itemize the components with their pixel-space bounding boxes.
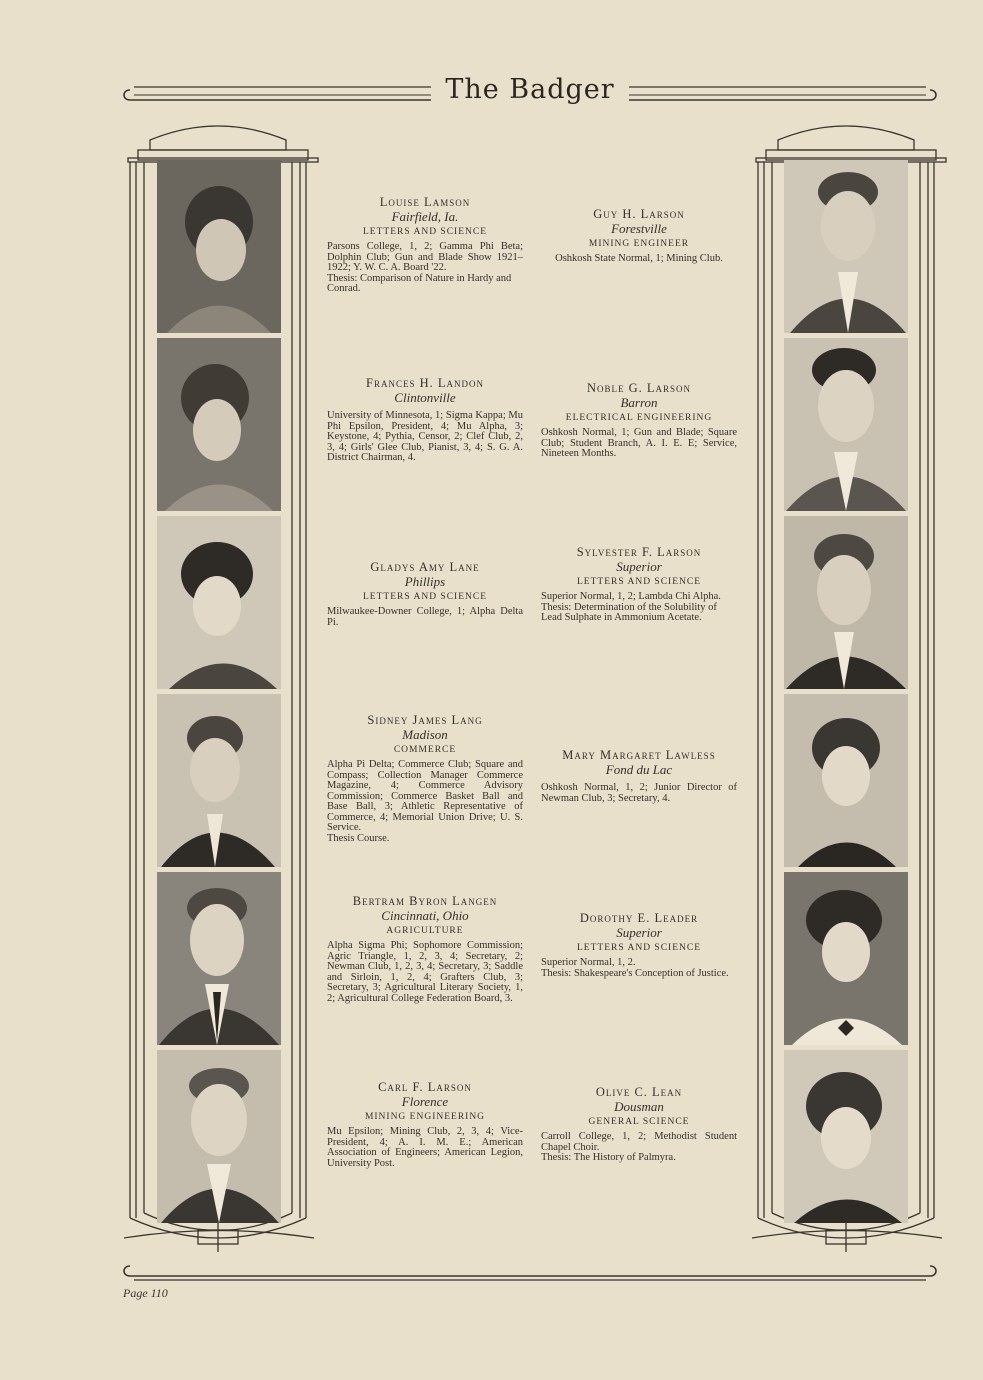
- portrait-photo: [157, 338, 281, 511]
- student-activities: Alpha Sigma Phi; Sophomore Commission; Agric Triangle, 1, 2, 3, 4; Secretary, 2; Newman Club, 1, 2, 3, 4; Secretary, 3; Saddle and Sirloin, 1, 2, 4; Grafters Club, 3; Secretary, 3; Agricultural Literary Society, 1, 2; Agricultural College Federation Board, 3.: [327, 940, 523, 1004]
- student-hometown: Madison: [402, 727, 448, 742]
- student-entry: [541, 207, 737, 265]
- student-hometown: Florence: [401, 1094, 449, 1109]
- student-school: LETTERS AND SCIENCE: [362, 227, 488, 237]
- portrait-photo: [784, 516, 908, 689]
- student-entry: [327, 894, 523, 1004]
- student-thesis: Thesis: Determination of the Solubility of Lead Sulphate in Ammonium Acetate.: [541, 601, 717, 623]
- student-thesis: Thesis Course.: [327, 832, 390, 844]
- student-school: MINING ENGINEERING: [364, 1112, 486, 1122]
- student-name: Dorothy E. Leader: [579, 911, 699, 925]
- student-entry: [327, 560, 523, 628]
- student-hometown: Superior: [616, 925, 662, 940]
- student-name: Sidney James Lang: [367, 713, 483, 727]
- student-activities: Mu Epsilon; Mining Club, 2, 3, 4; Vice-President, 4; A. I. M. E.; American Association of Engineers; American Legion, University Post.: [327, 1126, 523, 1169]
- left-photo-column: [157, 160, 281, 1210]
- footer-rule: [120, 1262, 940, 1284]
- portrait-photo: [784, 338, 908, 511]
- portrait-photo: [784, 160, 908, 333]
- student-school: GENERAL SCIENCE: [588, 1117, 690, 1127]
- student-entry: [541, 1085, 737, 1164]
- student-hometown: Superior: [616, 559, 662, 574]
- student-activities: Milwaukee-Downer College, 1; Alpha Delta Pi.: [327, 606, 523, 628]
- student-school: LETTERS AND SCIENCE: [576, 577, 702, 587]
- student-entry: [327, 713, 523, 844]
- student-name: Olive C. Lean: [595, 1085, 683, 1099]
- student-activities: Oshkosh Normal, 1; Gun and Blade; Square Club; Student Branch, A. I. E. E; Service, Nineteen Months.: [541, 427, 737, 459]
- portrait-photo: [784, 1050, 908, 1223]
- student-name: Sylvester F. Larson: [576, 545, 702, 559]
- student-name: Mary Margaret Lawless: [562, 748, 716, 762]
- student-hometown: Phillips: [404, 574, 446, 589]
- student-hometown: Forestville: [611, 221, 667, 236]
- student-name: Louise Lamson: [379, 195, 471, 209]
- portrait-photo: [157, 872, 281, 1045]
- portrait-photo: [157, 160, 281, 333]
- student-activities: University of Minnesota, 1; Sigma Kappa; Mu Phi Epsilon, President, 4; Mu Alpha, 3; Keystone, 4; Pythia, Censor, 2; Clef Club, 2, 3, 4; Girls' Glee Club, Pianist, 3, 4; S. G. A. District Chairman, 4.: [327, 410, 523, 463]
- student-activities: Alpha Pi Delta; Commerce Club; Square and Compass; Collection Manager Commerce Magazine, 4; Commerce Advisory Commission; Commerce Basket Ball and Base Ball, 3; Athletic Representative of Commerce, 4; Memorial Union Drive; U. S. Service.: [327, 759, 523, 833]
- student-entry: [327, 376, 523, 464]
- page-title: The Badger: [0, 74, 983, 105]
- student-entry: [327, 1080, 523, 1169]
- right-photo-column: [784, 160, 908, 1210]
- student-activities: Superior Normal, 1, 2.: [541, 957, 636, 968]
- student-activities: Carroll College, 1, 2; Methodist Student Chapel Choir.: [541, 1131, 737, 1153]
- student-school: ELECTRICAL ENGINEERING: [565, 413, 713, 423]
- portrait-photo: [784, 872, 908, 1045]
- student-entry: [327, 195, 523, 295]
- portrait-photo: [784, 694, 908, 867]
- student-thesis: Thesis: Comparison of Nature in Hardy and Conrad.: [327, 272, 512, 294]
- page-number: Page 110: [123, 1286, 168, 1300]
- student-entry: [541, 381, 737, 460]
- student-hometown: Barron: [620, 395, 658, 410]
- student-activities: Parsons College, 1, 2; Gamma Phi Beta; Dolphin Club; Gun and Blade Show 1921–1922; Y. W. C. A. Board '22.: [327, 241, 523, 273]
- portrait-photo: [157, 1050, 281, 1223]
- student-name: Frances H. Landon: [366, 376, 484, 390]
- student-entry: [541, 748, 737, 804]
- student-school: LETTERS AND SCIENCE: [362, 592, 488, 602]
- student-name: Carl F. Larson: [378, 1080, 472, 1094]
- student-entry: [541, 911, 737, 979]
- student-hometown: Cincinnati, Ohio: [381, 908, 469, 923]
- portrait-photo: [157, 516, 281, 689]
- student-thesis: Thesis: The History of Palmyra.: [541, 1152, 676, 1163]
- student-hometown: Dousman: [614, 1099, 664, 1114]
- portrait-photo: [157, 694, 281, 867]
- student-school: MINING ENGINEER: [588, 239, 690, 249]
- student-hometown: Fairfield, Ia.: [391, 209, 459, 224]
- student-school: COMMERCE: [393, 745, 457, 755]
- student-name: Gladys Amy Lane: [370, 560, 480, 574]
- student-hometown: Clintonville: [394, 390, 456, 405]
- student-school: AGRICULTURE: [386, 926, 464, 936]
- student-name: Guy H. Larson: [593, 207, 685, 221]
- student-entry: [541, 545, 737, 624]
- student-name: Noble G. Larson: [586, 381, 692, 395]
- student-hometown: Fond du Lac: [605, 762, 673, 777]
- student-activities: Oshkosh State Normal, 1; Mining Club.: [555, 253, 723, 264]
- student-thesis: Thesis: Shakespeare's Conception of Justice.: [541, 967, 729, 979]
- student-activities: Oshkosh Normal, 1, 2; Junior Director of Newman Club, 3; Secretary, 4.: [541, 782, 737, 804]
- student-activities: Superior Normal, 1, 2; Lambda Chi Alpha.: [541, 591, 721, 602]
- student-school: LETTERS AND SCIENCE: [576, 943, 702, 953]
- student-name: Bertram Byron Langen: [352, 894, 498, 908]
